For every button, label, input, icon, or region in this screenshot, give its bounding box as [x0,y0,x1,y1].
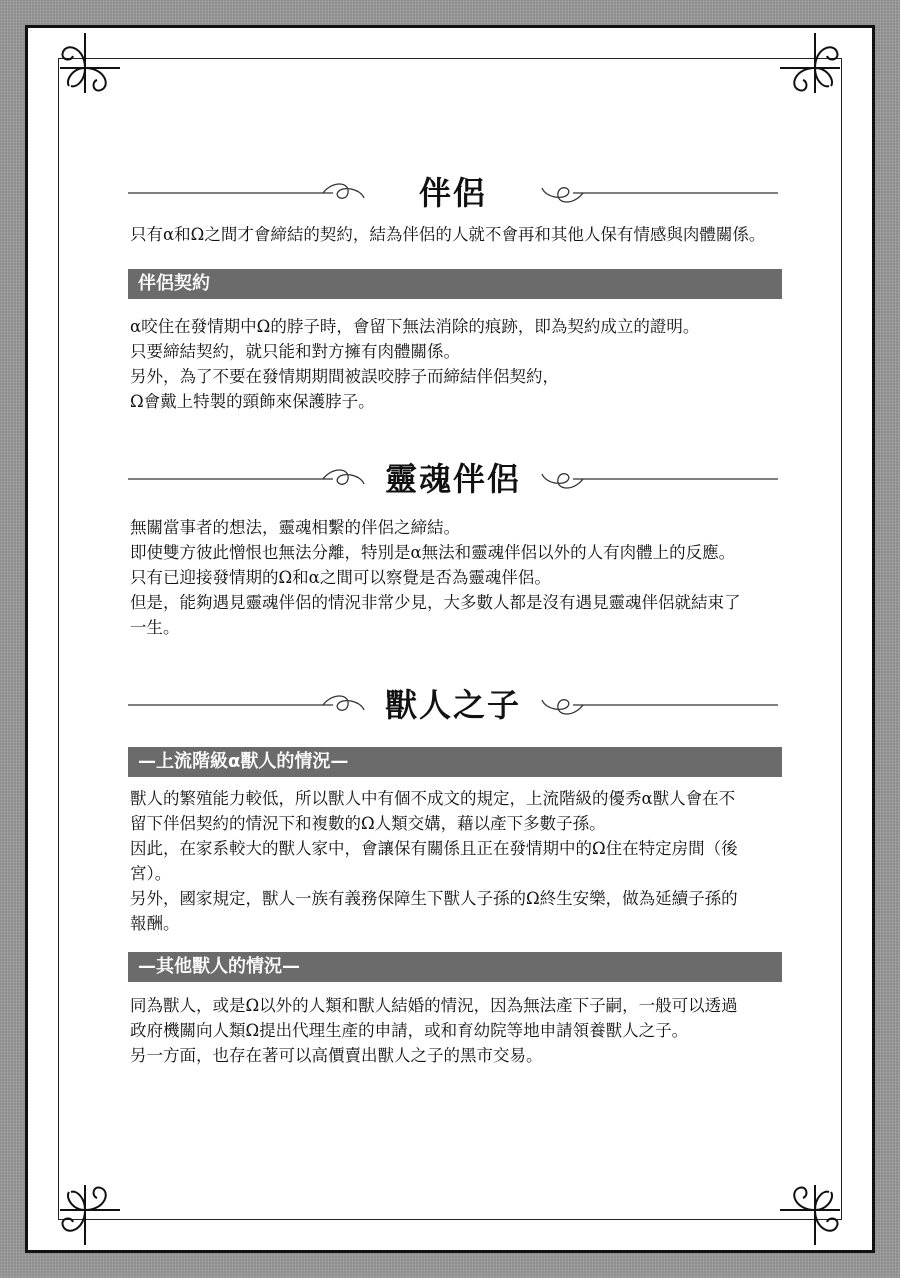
section-heading [128,454,778,504]
text-line: 因此，在家系較大的獸人家中，會讓保有關係且正在發情期中的Ω住在特定房間（後 [130,839,738,858]
section-title: 獸人之子 [384,686,521,724]
section-title: 靈魂伴侶 [384,460,521,498]
text-line: 政府機關向人類Ω提出代理生產的申請，或和育幼院等地申請領養獸人之子。 [130,1021,689,1040]
swirl-divider-icon [538,680,778,730]
text-line: 無關當事者的想法，靈魂相繫的伴侶之締結。 [130,518,460,537]
corner-flourish-icon [55,28,125,98]
section-intro: 只有α和Ω之間才會締結的契約，結為伴侶的人就不會再和其他人保有情感與肉體關係。 [130,225,766,244]
subsection-bar: 伴侶契約 [128,269,782,299]
section-title: 伴侶 [418,174,487,212]
text-line: 另外，國家規定，獸人一族有義務保障生下獸人子孫的Ω終生安樂，做為延續子孫的 [130,889,738,908]
subsection-bar: —上流階級α獸人的情況— [128,747,782,777]
paragraph [130,515,790,640]
text-line: 即使雙方彼此憎恨也無法分離，特別是α無法和靈魂伴侶以外的人有肉體上的反應。 [130,543,736,562]
corner-flourish-icon [775,28,845,98]
paragraph [130,786,790,936]
section-heading [128,168,778,218]
section-heading [128,680,778,730]
swirl-divider-icon [538,454,778,504]
text-line: 但是，能夠遇見靈魂伴侶的情況非常少見，大多數人都是沒有遇見靈魂伴侶就結束了 [130,593,741,612]
text-line: 同為獸人，或是Ω以外的人類和獸人結婚的情況，因為無法產下子嗣，一般可以透過 [130,996,738,1015]
text-line: 報酬。 [130,914,180,933]
text-line: α咬住在發情期中Ω的脖子時，會留下無法消除的痕跡，即為契約成立的證明。 [130,317,700,336]
paragraph [130,314,790,414]
text-line: 另一方面，也存在著可以高價賣出獸人之子的黑市交易。 [130,1046,543,1065]
text-line: Ω會戴上特製的頸飾來保護脖子。 [130,392,375,411]
swirl-divider-icon [538,168,778,218]
text-line: 只要締結契約，就只能和對方擁有肉體關係。 [130,342,460,361]
corner-flourish-icon [55,1180,125,1250]
corner-flourish-icon [775,1180,845,1250]
text-line: 另外，為了不要在發情期期間被誤咬脖子而締結伴侶契約， [130,367,559,386]
text-line: 獸人的繁殖能力較低，所以獸人中有個不成文的規定，上流階級的優秀α獸人會在不 [130,789,736,808]
text-line: 宮）。 [130,864,172,883]
text-line: 一生。 [130,618,180,637]
text-line: 只有已迎接發情期的Ω和α之間可以察覺是否為靈魂伴侶。 [130,568,551,587]
paragraph [130,993,790,1068]
text-line: 留下伴侶契約的情況下和複數的Ω人類交媾，藉以產下多數子孫。 [130,814,606,833]
subsection-bar: —其他獸人的情況— [128,952,782,982]
